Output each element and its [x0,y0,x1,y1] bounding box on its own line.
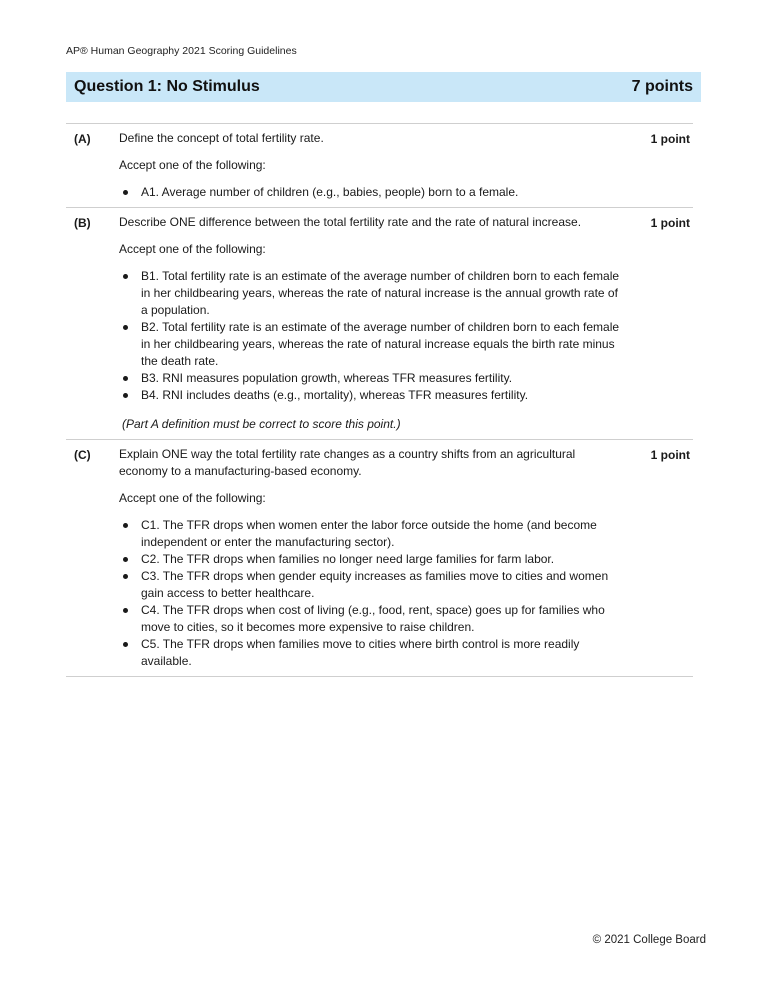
copyright-footer: © 2021 College Board [592,934,706,946]
part-body [119,440,624,670]
part-c [66,439,693,677]
part-prompt: Define the concept of total fertility rate. [119,131,324,145]
question-banner [66,72,701,102]
part-body [119,208,624,433]
accept-instruction: Accept one of the following: [119,491,266,505]
criterion-item: B4. RNI includes deaths (e.g., mortality), whereas TFR measures fertility. [141,387,624,404]
criteria-list [119,184,624,201]
part-points: 1 point [650,448,690,462]
part-label: (A) [74,132,91,146]
criterion-item: C5. The TFR drops when families move to cities where birth control is more readily available. [141,636,624,670]
part-b [66,207,693,433]
criterion-item: C2. The TFR drops when families no longer need large families for farm labor. [141,551,624,568]
question-total-points: 7 points [631,78,693,95]
part-prompt: Explain ONE way the total fertility rate changes as a country shifts from an agricultural economy to a manufacturing-based economy. [119,447,576,478]
criterion-item: C3. The TFR drops when gender equity increases as families move to cities and women gain access to better healthcare. [141,568,624,602]
criterion-item: B2. Total fertility rate is an estimate of the average number of children born to each female in her childbearing years, whereas the rate of natural increase equals the birth rate minus the death rate. [141,319,624,370]
criterion-item: C4. The TFR drops when cost of living (e.g., food, rent, space) goes up for families who move to cities, so it becomes more expensive to raise children. [141,602,624,636]
criterion-item: C1. The TFR drops when women enter the labor force outside the home (and become independent or enter the manufacturing sector). [141,517,624,551]
scoring-parts [66,123,693,677]
accept-instruction: Accept one of the following: [119,158,266,172]
part-points: 1 point [650,216,690,230]
part-points: 1 point [650,132,690,146]
scoring-note: (Part A definition must be correct to score this point.) [122,417,401,431]
criterion-item: B3. RNI measures population growth, whereas TFR measures fertility. [141,370,624,387]
question-title: Question 1: No Stimulus [74,78,260,95]
running-header: AP® Human Geography 2021 Scoring Guidelines [66,45,297,57]
criteria-list [119,268,624,404]
criteria-list [119,517,624,670]
criterion-item: B1. Total fertility rate is an estimate of the average number of children born to each female in her childbearing years, whereas the rate of natural increase is the annual growth rate of a population. [141,268,624,319]
part-body [119,124,624,201]
part-label: (C) [74,448,91,462]
part-prompt: Describe ONE difference between the total fertility rate and the rate of natural increase. [119,215,582,229]
criterion-item: A1. Average number of children (e.g., babies, people) born to a female. [141,184,624,201]
part-a [66,123,693,201]
accept-instruction: Accept one of the following: [119,242,266,256]
part-label: (B) [74,216,91,230]
